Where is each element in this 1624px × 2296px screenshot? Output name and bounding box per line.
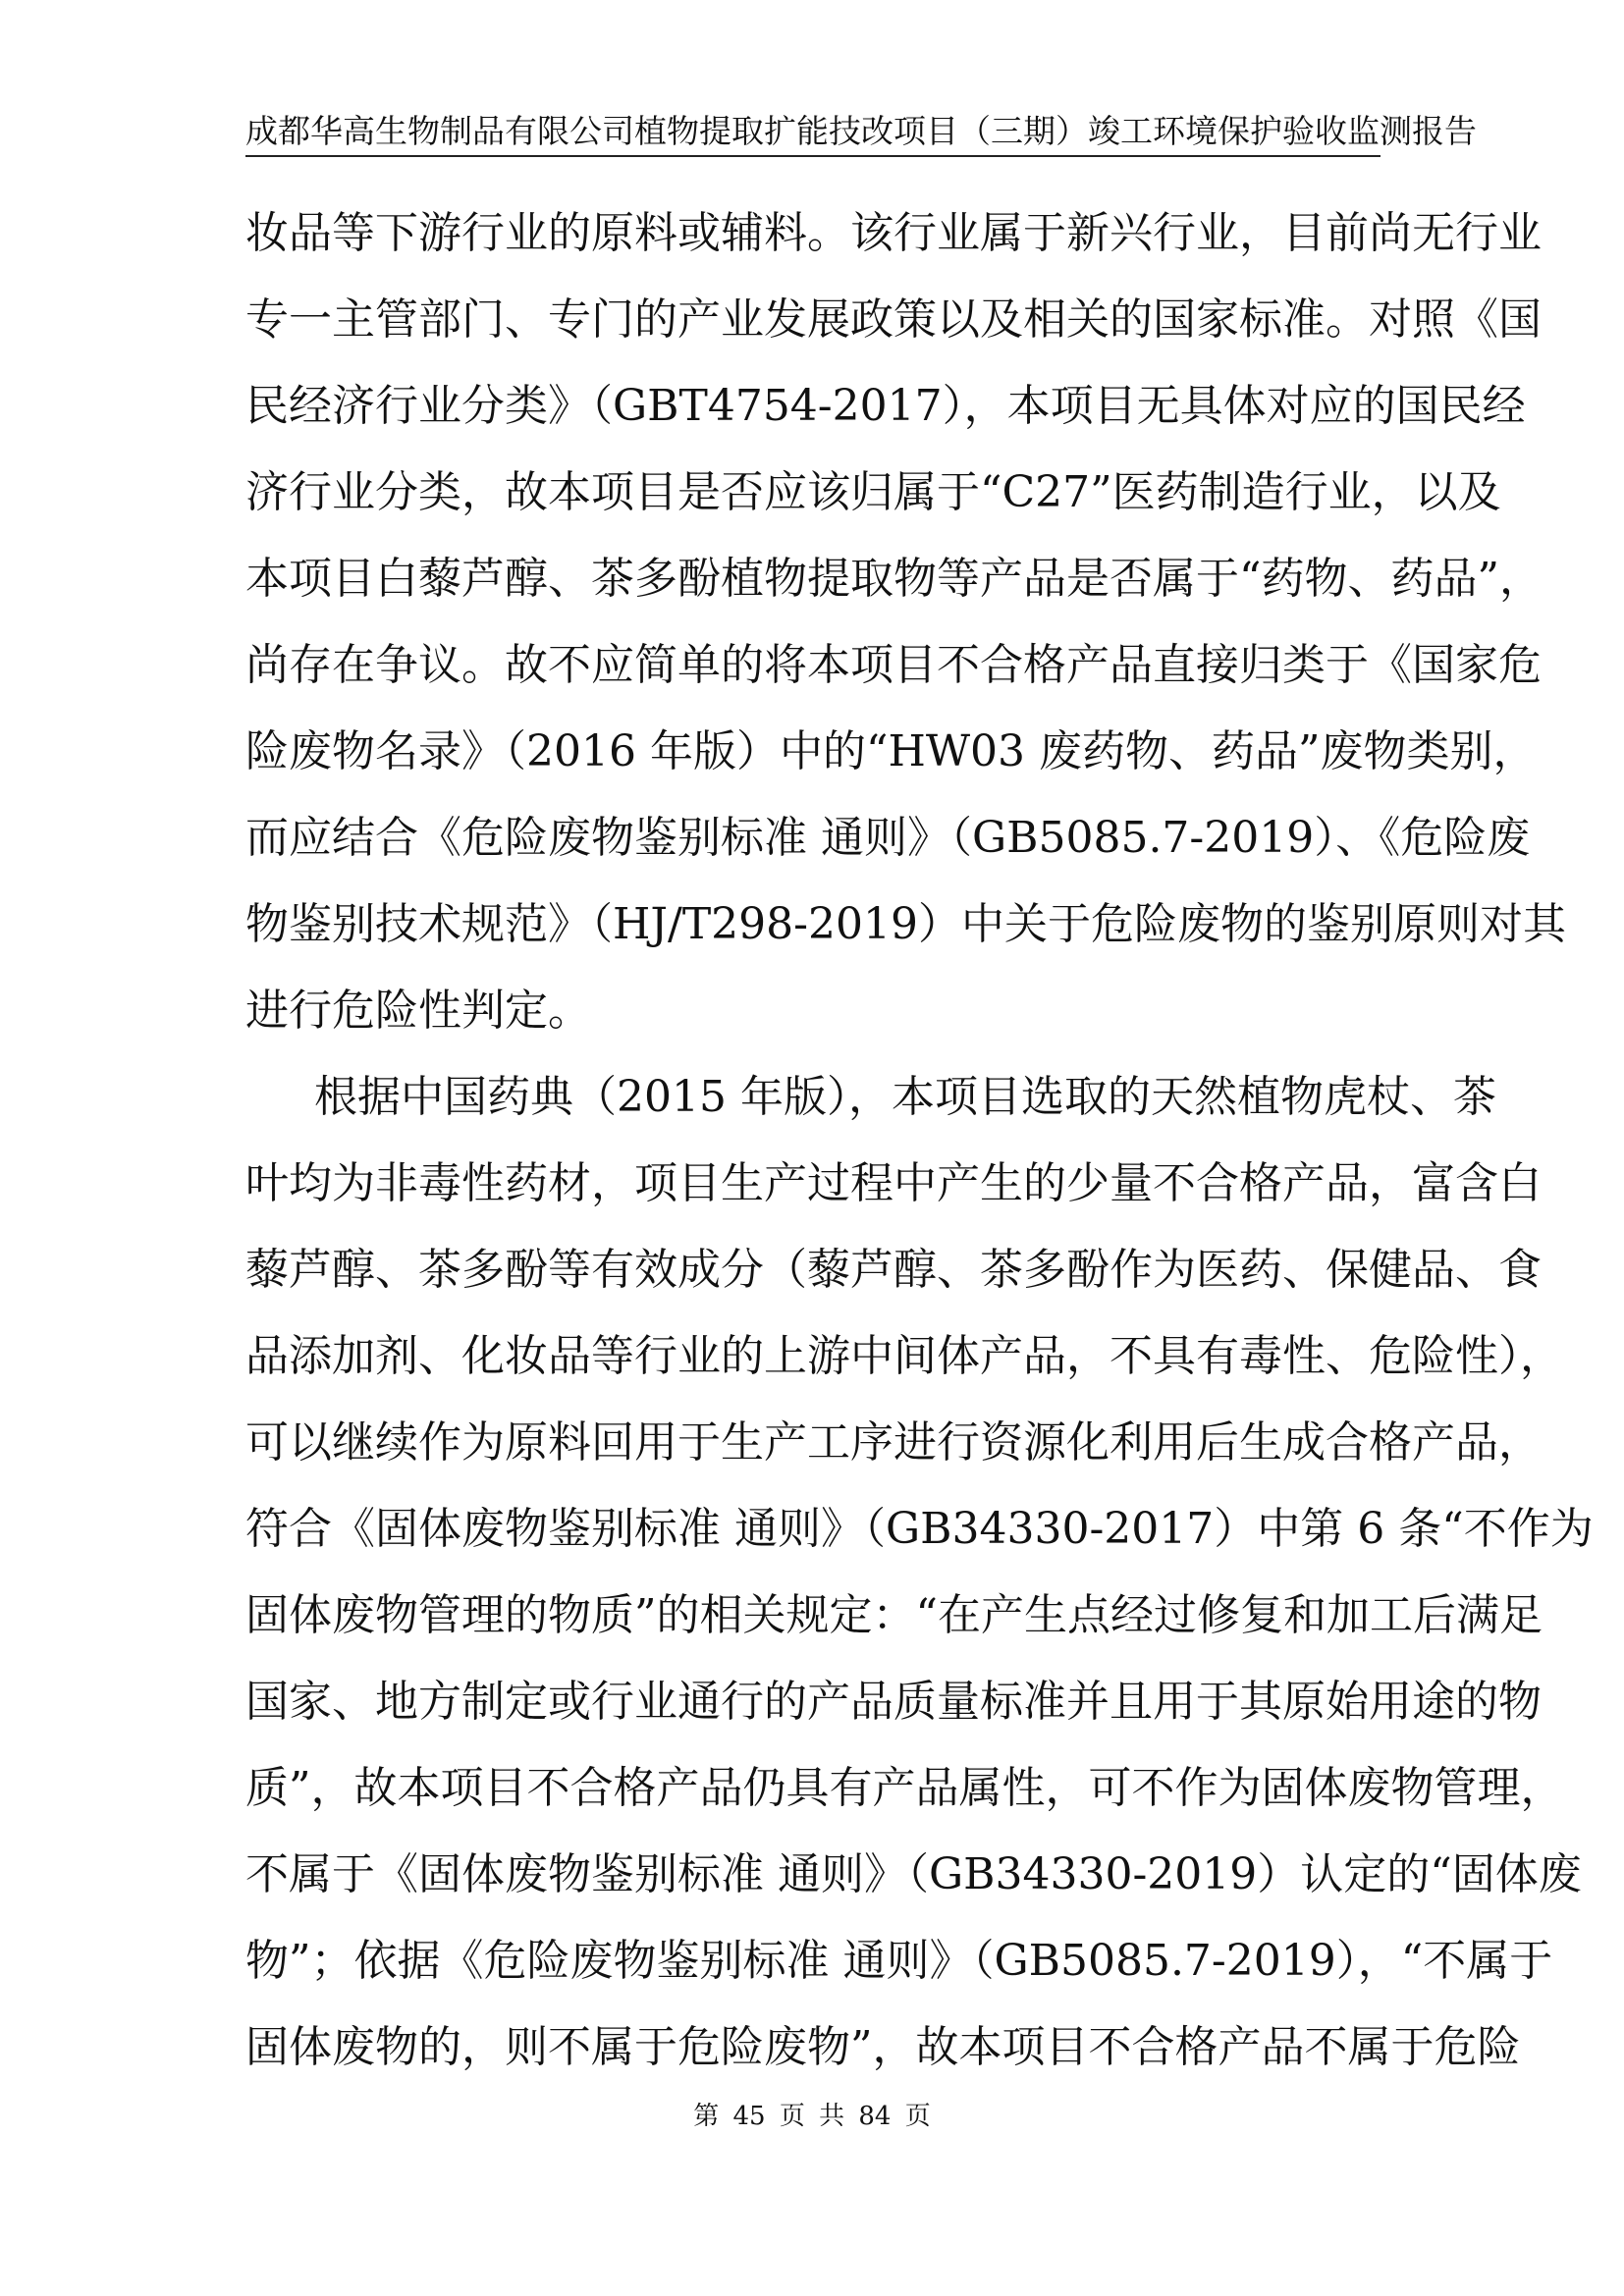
body-text bbox=[245, 190, 1594, 2091]
header-rule bbox=[245, 155, 1380, 157]
text-line: 险废物名录》（2016 年版）中的“HW03 废药物、药品”废物类别， bbox=[245, 726, 1537, 776]
text-line: 物鉴别技术规范》（HJ/T298-2019）中关于危险废物的鉴别原则对其 bbox=[245, 899, 1567, 949]
text-line: 进行危险性判定。 bbox=[245, 986, 591, 1036]
text-line: 质”，故本项目不合格产品仍具有产品属性，可不作为固体废物管理， bbox=[245, 1763, 1564, 1813]
text-line: 而应结合《危险废物鉴别标准 通则》（GB5085.7-2019）、《危险废 bbox=[245, 813, 1531, 863]
text-line: 专一主管部门、专门的产业发展政策以及相关的国家标准。对照《国 bbox=[245, 294, 1542, 345]
text-line: 国家、地方制定或行业通行的产品质量标准并且用于其原始用途的物 bbox=[245, 1677, 1542, 1727]
text-line: 固体废物管理的物质”的相关规定：“在产生点经过修复和加工后满足 bbox=[245, 1590, 1543, 1640]
paragraph-start-line: 根据中国药典（2015 年版），本项目选取的天然植物虎杖、茶 bbox=[314, 1072, 1496, 1122]
text-line: 藜芦醇、茶多酚等有效成分（藜芦醇、茶多酚作为医药、保健品、食 bbox=[245, 1245, 1542, 1295]
text-line: 民经济行业分类》（GBT4754-2017），本项目无具体对应的国民经 bbox=[245, 381, 1526, 431]
page-number: 第 45 页 共 84 页 bbox=[693, 2102, 931, 2131]
text-line: 妆品等下游行业的原料或辅料。该行业属于新兴行业，目前尚无行业 bbox=[245, 208, 1542, 258]
text-line: 可以继续作为原料回用于生产工序进行资源化利用后生成合格产品， bbox=[245, 1417, 1542, 1468]
text-line: 固体废物的，则不属于危险废物”，故本项目不合格产品不属于危险 bbox=[245, 2022, 1521, 2072]
text-line: 本项目白藜芦醇、茶多酚植物提取物等产品是否属于“药物、药品”， bbox=[245, 554, 1543, 604]
text-line: 符合《固体废物鉴别标准 通则》（GB34330-2017）中第 6 条“不作为 bbox=[245, 1504, 1594, 1554]
text-line: 不属于《固体废物鉴别标准 通则》（GB34330-2019）认定的“固体废 bbox=[245, 1849, 1582, 1899]
text-line: 物”；依据《危险废物鉴别标准 通则》（GB5085.7-2019），“不属于 bbox=[245, 1936, 1553, 1986]
text-line: 品添加剂、化妆品等行业的上游中间体产品，不具有毒性、危险性）， bbox=[245, 1331, 1563, 1381]
text-line: 尚存在争议。故不应简单的将本项目不合格产品直接归类于《国家危 bbox=[245, 640, 1542, 690]
text-line: 济行业分类，故本项目是否应该归属于“C27”医药制造行业，以及 bbox=[245, 467, 1501, 517]
text-line: 叶均为非毒性药材，项目生产过程中产生的少量不合格产品，富含白 bbox=[245, 1158, 1542, 1208]
running-header: 成都华高生物制品有限公司植物提取扩能技改项目（三期）竣工环境保护验收监测报告 bbox=[245, 112, 1477, 150]
